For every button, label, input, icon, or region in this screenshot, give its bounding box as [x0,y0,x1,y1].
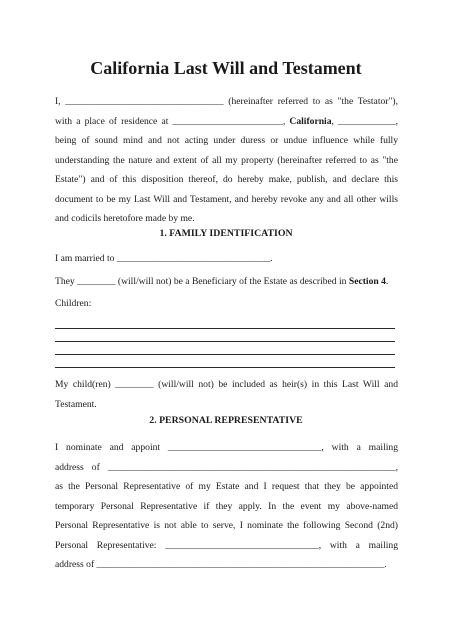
heirs-line: Testament. [55,398,97,410]
rep-line: temporary Personal Representative if they apply. In the event my above-named [55,500,398,512]
rep-line: Personal Representative is not able to serve, I nominate the following Second (2nd) [55,520,398,531]
married-to-line: I am married to ________________________________. [55,253,273,264]
california-state-name: California [289,115,332,127]
beneficiary-text: They ________ (will/will not) be a Beneficiary of the Estate as described in [55,276,349,287]
intro-line: and codicils heretofore made by me. [55,213,195,224]
testator-intro-paragraph [55,92,398,229]
children-blank-line [55,367,395,368]
intro-line: understanding the nature and extent of all my property (hereinafter referred to as "the [55,154,398,166]
rep-line: I nominate and appoint ________________________________, with a mailing [55,442,398,453]
beneficiary-line [55,275,388,289]
section-1-heading: 1. FAMILY IDENTIFICATION [159,228,293,239]
children-label: Children: [55,298,92,309]
document-title: California Last Will and Testament [90,58,362,78]
intro-line: I, _________________________________ (hereinafter referred to as "the Testator"), [55,96,398,107]
children-blank-line [55,341,395,342]
rep-line: as the Personal Representative of my Estate and I request that they be appointed [55,481,398,492]
intro-line: Estate") and of this disposition thereof, do hereby make, publish, and declare this [55,174,398,185]
intro-line-residence-text: with a place of residence at _______________________, California, ____________, [55,115,398,127]
personal-representative-paragraph [55,438,398,575]
rep-line: address of ____________________________________________________________. [55,559,387,570]
heirs-line: My child(ren) ________ (will/will not) be included as heir(s) in this Last Will and [55,379,398,390]
children-blank-line [55,328,395,329]
intro-line: being of sound mind and not acting under duress or undue influence while fully [55,135,398,146]
beneficiary-period: . [385,276,389,287]
intro-line-residence [55,112,398,132]
section-2-heading: 2. PERSONAL REPRESENTATIVE [149,415,303,426]
heirs-paragraph [55,375,398,414]
rep-line: Personal Representative: ________________________________, with a mailing [55,539,398,551]
rep-line: address of ____________________________________________________________, [55,461,398,473]
section-4-reference: Section 4 [348,276,386,287]
intro-line: document to be my Last Will and Testament, and hereby revoke any and all other wills [55,193,398,205]
children-blank-line [55,354,395,355]
